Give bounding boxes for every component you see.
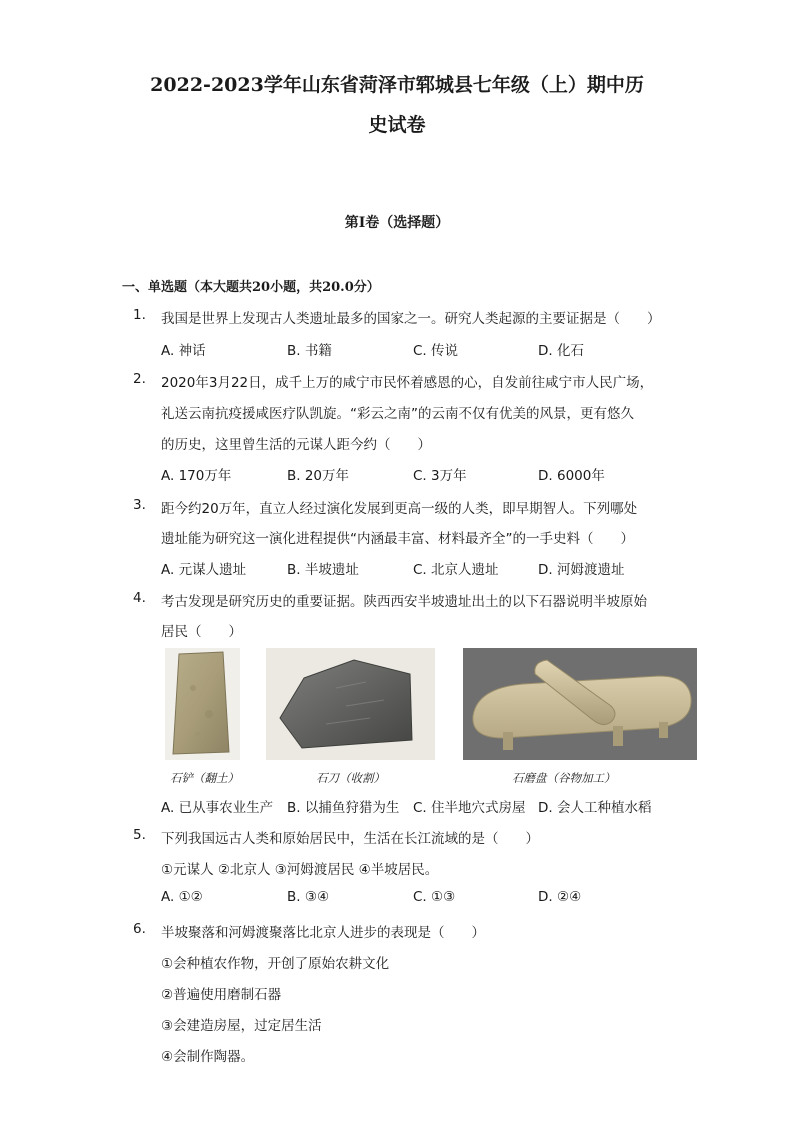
question-3-option-d: D. 河姆渡遗址 bbox=[538, 562, 625, 578]
question-2-option-a: A. 170万年 bbox=[161, 468, 232, 484]
question-3-number: 3. bbox=[133, 497, 146, 513]
question-3-stem-line-2: 遗址能为研究这一演化进程提供“内涵最丰富、材料最齐全”的一手史料（ ） bbox=[161, 531, 634, 547]
question-6-stem-line-4: ③会建造房屋，过定居生活 bbox=[161, 1018, 322, 1034]
question-4-number: 4. bbox=[133, 590, 146, 606]
question-5-option-d: D. ②④ bbox=[538, 889, 582, 905]
exam-title-line-2: 史试卷 bbox=[368, 114, 426, 136]
question-4-stem-line-1: 考古发现是研究历史的重要证据。陕西西安半坡遗址出土的以下石器说明半坡原始 bbox=[161, 594, 647, 610]
question-3-stem-line-1: 距今约20万年，直立人经过演化发展到更高一级的人类，即早期智人。下列哪处 bbox=[161, 501, 638, 517]
caption-grinding-slab: 石磨盘（谷物加工） bbox=[512, 771, 616, 785]
question-4-option-a: A. 已从事农业生产 bbox=[161, 800, 274, 816]
question-4-option-b: B. 以捕鱼狩猎为生 bbox=[287, 800, 400, 816]
section-title: 第I卷（选择题） bbox=[344, 215, 450, 231]
question-2-option-d: D. 6000年 bbox=[538, 468, 605, 484]
question-5-option-a: A. ①② bbox=[161, 889, 203, 905]
stone-knife-image bbox=[266, 648, 435, 760]
question-2-number: 2. bbox=[133, 371, 146, 387]
question-1-option-b: B. 书籍 bbox=[287, 343, 332, 359]
question-4-option-c: C. 住半地穴式房屋 bbox=[413, 800, 526, 816]
question-1-number: 1. bbox=[133, 307, 146, 323]
question-4-option-d: D. 会人工种植水稻 bbox=[538, 800, 652, 816]
question-1-option-a: A. 神话 bbox=[161, 343, 206, 359]
question-3-option-a: A. 元谋人遗址 bbox=[161, 562, 247, 578]
question-3-option-b: B. 半坡遗址 bbox=[287, 562, 359, 578]
question-1-option-c: C. 传说 bbox=[413, 343, 459, 359]
grinding-slab-image bbox=[463, 648, 697, 760]
question-3-option-c: C. 北京人遗址 bbox=[413, 562, 499, 578]
caption-stone-knife: 石刀（收割） bbox=[316, 771, 385, 785]
question-5-number: 5. bbox=[133, 827, 146, 843]
question-2-stem-line-1: 2020年3月22日，成千上万的咸宁市民怀着感恩的心，自发前往咸宁市人民广场， bbox=[161, 375, 654, 391]
question-6-stem-line-2: ①会种植农作物，开创了原始农耕文化 bbox=[161, 956, 390, 972]
question-6-stem-line-5: ④会制作陶器。 bbox=[161, 1049, 255, 1065]
question-2-option-c: C. 3万年 bbox=[413, 468, 467, 484]
question-6-number: 6. bbox=[133, 921, 146, 937]
stone-shovel-image bbox=[165, 648, 240, 760]
question-2-stem-line-3: 的历史，这里曾生活的元谋人距今约（ ） bbox=[161, 437, 431, 453]
part-heading: 一、单选题（本大题共20小题，共20.0分） bbox=[122, 280, 380, 295]
question-4-stem-line-2: 居民（ ） bbox=[161, 624, 242, 640]
question-5-option-c: C. ①③ bbox=[413, 889, 456, 905]
question-5-option-b: B. ③④ bbox=[287, 889, 330, 905]
question-1-stem: 我国是世界上发现古人类遗址最多的国家之一。研究人类起源的主要证据是（ ） bbox=[161, 311, 661, 327]
question-6-stem-line-1: 半坡聚落和河姆渡聚落比北京人进步的表现是（ ） bbox=[161, 925, 485, 941]
caption-stone-shovel: 石铲（翻土） bbox=[170, 771, 239, 785]
question-2-option-b: B. 20万年 bbox=[287, 468, 350, 484]
question-5-stem-line-1: 下列我国远古人类和原始居民中，生活在长江流域的是（ ） bbox=[161, 831, 539, 847]
question-1-option-d: D. 化石 bbox=[538, 343, 584, 359]
question-6-stem-line-3: ②普遍使用磨制石器 bbox=[161, 987, 282, 1003]
exam-title-line-1: 2022-2023学年山东省菏泽市郓城县七年级（上）期中历 bbox=[150, 74, 644, 96]
question-2-stem-line-2: 礼送云南抗疫援咸医疗队凯旋。“彩云之南”的云南不仅有优美的风景，更有悠久 bbox=[161, 406, 634, 422]
question-5-stem-line-2: ①元谋人 ②北京人 ③河姆渡居民 ④半坡居民。 bbox=[161, 862, 439, 878]
